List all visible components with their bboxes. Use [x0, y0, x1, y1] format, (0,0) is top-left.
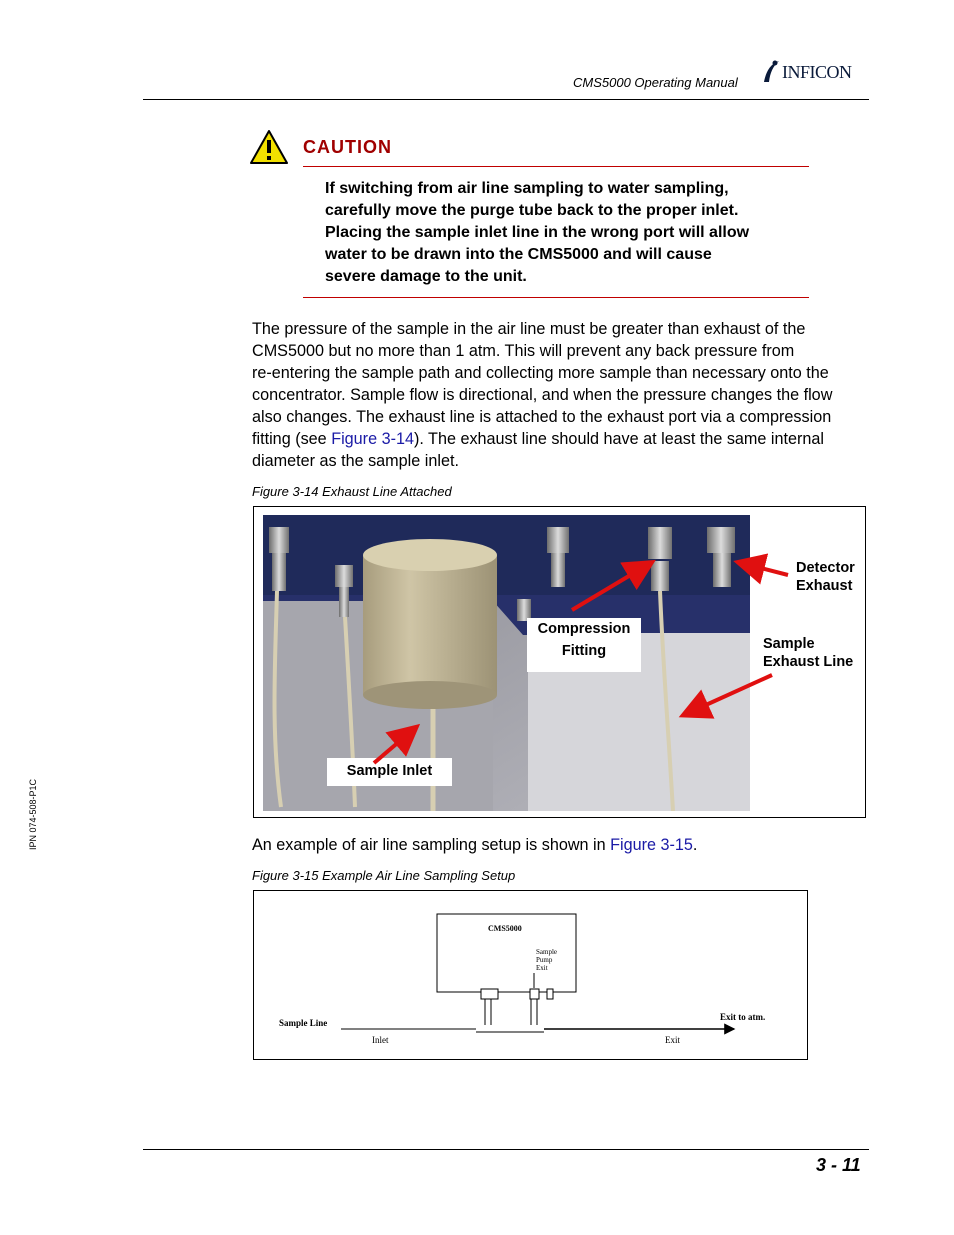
text-span: fitting (see — [252, 430, 332, 448]
air-line-diagram — [254, 891, 809, 1061]
caution-line: If switching from air line sampling to water sampling, — [325, 180, 729, 197]
figure-3-15-link[interactable]: Figure 3-15 — [610, 836, 693, 854]
inficon-swoosh-icon — [760, 58, 782, 86]
text-span: . — [692, 836, 698, 854]
caution-line: severe damage to the unit. — [325, 268, 527, 285]
text-span: ). The exhaust line should have at least the same internal — [413, 430, 824, 448]
header-rule — [143, 99, 869, 100]
sample-inlet-label: Sample Inlet — [327, 758, 452, 786]
inlet-label: Inlet — [372, 1035, 389, 1045]
paragraph-line — [252, 428, 872, 450]
figure-3-15-frame — [253, 890, 808, 1060]
label-line: Sample — [763, 636, 815, 652]
sample-inlet-arrow — [374, 729, 414, 763]
label-line: Pump — [536, 956, 553, 964]
logo-wordmark: INFICON — [782, 62, 852, 82]
caution-title: CAUTION — [303, 137, 392, 157]
figure-3-14-frame — [253, 506, 866, 818]
figure-3-15-caption: Figure 3-15 Example Air Line Sampling Setup — [252, 868, 516, 883]
text-span: An example of air line sampling setup is shown in — [252, 836, 611, 854]
caution-line: water to be drawn into the CMS5000 and will cause — [325, 246, 712, 263]
label-line: Detector — [796, 560, 855, 576]
paragraph-line: also changes. The exhaust line is attached to the exhaust port via a compression — [252, 408, 832, 426]
exit-label: Exit — [665, 1035, 680, 1045]
caution-top-rule — [303, 166, 809, 167]
figure-3-14-link[interactable]: Figure 3-14 — [331, 430, 414, 448]
sample-pump-exit-label — [536, 948, 557, 972]
label-line: Sample — [536, 948, 557, 956]
figure-intro-paragraph — [252, 834, 872, 856]
label-line: Fitting — [561, 643, 607, 659]
caution-line: Placing the sample inlet line in the wrong port will allow — [325, 224, 750, 241]
page-number: 3 - 11 — [816, 1155, 861, 1175]
callout-arrows — [254, 507, 867, 819]
detector-exhaust-arrow — [741, 563, 788, 575]
label-line: Exit — [536, 964, 548, 972]
ipn-side-label: IPN 074-508-P1C — [28, 778, 38, 850]
warning-triangle-icon — [248, 128, 290, 166]
paragraph-line: CMS5000 but no more than 1 atm. This will prevent any back pressure from — [252, 342, 795, 360]
caution-bottom-rule — [303, 297, 809, 298]
sample-line-label: Sample Line — [279, 1018, 328, 1028]
label-line: Compression — [537, 621, 631, 637]
sample-exhaust-arrow — [686, 675, 772, 714]
paragraph-line: re-entering the sample path and collecting more sample than necessary onto the — [252, 364, 829, 382]
caution-text — [325, 178, 795, 288]
figure-3-14-caption: Figure 3-14 Exhaust Line Attached — [252, 484, 452, 499]
inficon-logo — [760, 58, 872, 86]
compression-arrow — [572, 564, 649, 610]
caution-line: carefully move the purge tube back to the proper inlet. — [325, 202, 739, 219]
paragraph-line: The pressure of the sample in the air line must be greater than exhaust of the — [252, 320, 806, 338]
exit-to-atm-label: Exit to atm. — [720, 1012, 766, 1022]
paragraph-line: concentrator. Sample flow is directional, and when the pressure changes the flow — [252, 386, 833, 404]
footer-rule — [143, 1149, 869, 1150]
manual-title: CMS5000 Operating Manual — [573, 75, 738, 90]
label-line: Exhaust Line — [763, 654, 854, 670]
label-line: Exhaust — [796, 578, 853, 594]
cms5000-box-title: CMS5000 — [488, 924, 522, 933]
paragraph-line: diameter as the sample inlet. — [252, 452, 459, 470]
body-paragraph — [252, 318, 872, 472]
